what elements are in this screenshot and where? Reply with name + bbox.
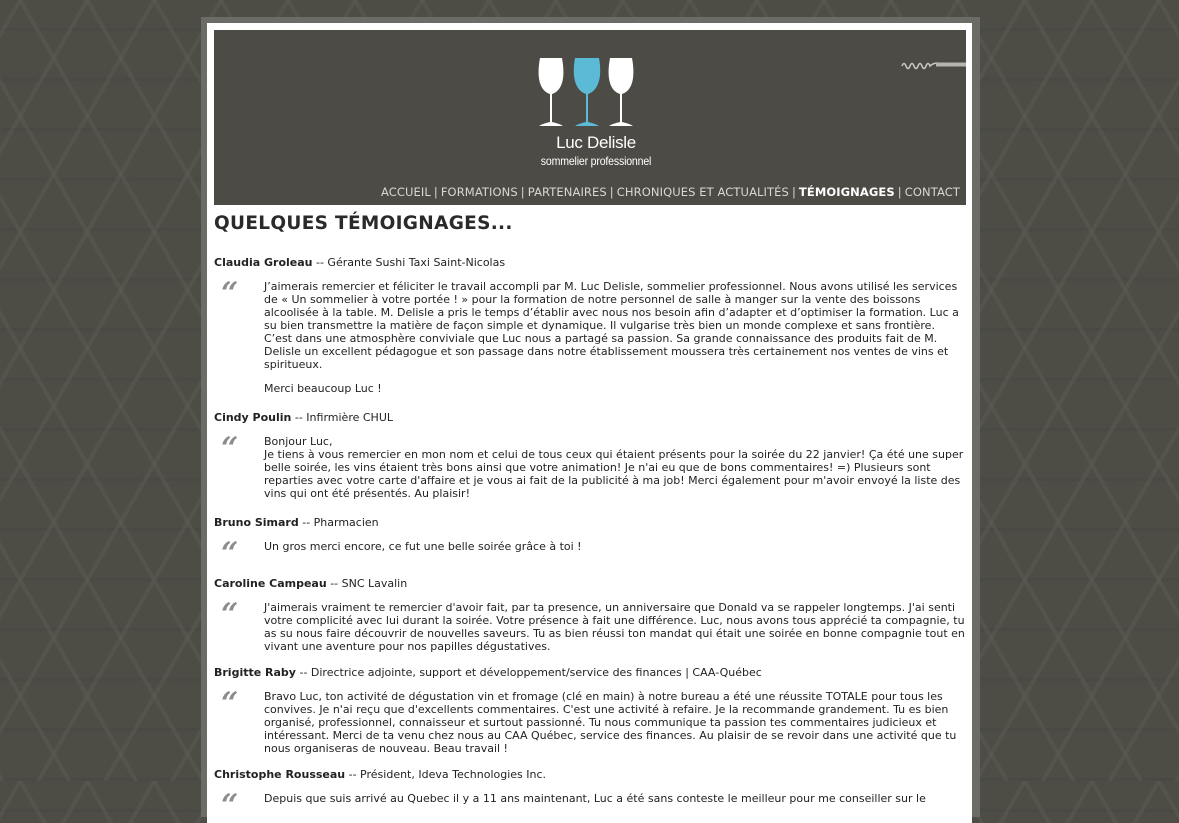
author-role: -- SNC Lavalin [330, 577, 408, 590]
nav-chroniques[interactable]: CHRONIQUES ET ACTUALITÉS [616, 185, 789, 199]
wine-glasses-icon [538, 58, 654, 128]
author-name: Christophe Rousseau [214, 768, 346, 781]
testimonial-author [214, 516, 966, 530]
testimonial-text: J’aimerais remercier et féliciter le travail accompli par M. Luc Delisle, sommelier professionnel. Nous avons utilisé les services de « Un sommelier à votre portée ! » pour la formation de notre personnel de salle à manger sur la vente des boissons alcoolisée à la table. M. Delisle a pris le temps d’établir avec nous nos besoin afin d’adapter et d’optimiser la formation. Luc a su bien transmettre la matière de façon simple et dynamique. Il vulgarise très bien un monde complexe et sans frontière. C’est dans une atmosphère conviviale que Luc nous a partagé sa passion. Sa grande connaissance des produits fait de M. Delisle un excellent pédagogue et son passage dans notre établissement moussera très certainement nos ventes de vins et spiritueux. [264, 280, 959, 371]
quote-icon: “ [221, 686, 239, 721]
author-role: -- Gérante Sushi Taxi Saint-Nicolas [316, 256, 506, 269]
quote-icon: “ [221, 276, 239, 311]
corkscrew-icon [900, 60, 966, 72]
testimonial-text: Bravo Luc, ton activité de dégustation vin et fromage (clé en main) à notre bureau a été une réussite TOTALE pour tous les convives. Je n'ai reçu que d'excellents commentaires. C'est une activité à refaire. Je la recommande grandement. Tu es bien organisé, professionnel, connaisseur et surtout passionné. Tu nous communique ta passion tes commentaires judicieux et intéressant. Merci de ta venu chez nous au CAA Québec, service des finances. Au plaisir de se revoir dans une activité que tu nous organiseras de nouveau. Beau travail ! [264, 690, 957, 755]
site-header [214, 30, 966, 205]
testimonial-quote [214, 431, 966, 500]
testimonial-quote [214, 788, 966, 823]
testimonial-text: Depuis que suis arrivé au Quebec il y a 11 ans maintenant, Luc a été sans conteste le meilleur pour me conseiller sur le [264, 792, 926, 805]
quote-icon: “ [221, 431, 239, 466]
author-name: Cindy Poulin [214, 411, 292, 424]
page-frame [201, 17, 980, 823]
quote-icon: “ [221, 536, 239, 571]
nav-temoignages[interactable]: TÉMOIGNAGES [798, 185, 895, 199]
nav-separator: | [520, 185, 525, 199]
testimonial-item [214, 666, 966, 755]
testimonial-item [214, 768, 966, 823]
testimonial-author [214, 577, 966, 591]
author-role: -- Président, Ideva Technologies Inc. [348, 768, 547, 781]
page-title: QUELQUES TÉMOIGNAGES... [214, 213, 513, 234]
testimonial-text: Un gros merci encore, ce fut une belle soirée grâce à toi ! [264, 540, 582, 553]
testimonial-text: Bonjour Luc, Je tiens à vous remercier en mon nom et celui de tous ceux qui étaient présents pour la soirée du 22 janvier! Ça été une super belle soirée, les vins étaient très bons ainsi que votre animation! Je n'ai eu que de bons commentaires! =) Plusieurs sont reparties avec votre carte d'affaire et je vous ai fait de la publicité à ma job! Merci également pour m'avoir envoyé la liste des vins qui ont été présentés. Au plaisir! [264, 435, 964, 500]
quote-icon: “ [221, 788, 239, 823]
brand-name: Luc Delisle [556, 133, 636, 152]
nav-separator: | [791, 185, 796, 199]
nav-contact[interactable]: CONTACT [904, 185, 960, 199]
author-role: -- Directrice adjointe, support et développement/service des finances | CAA-Québec [299, 666, 762, 679]
brand-tagline: sommelier professionnel [540, 154, 652, 168]
author-name: Brigitte Raby [214, 666, 296, 679]
site-logo[interactable] [534, 58, 658, 173]
testimonial-author [214, 768, 966, 782]
testimonial-item [214, 516, 966, 571]
testimonial-item [214, 256, 966, 395]
testimonial-author [214, 666, 966, 680]
author-name: Claudia Groleau [214, 256, 313, 269]
nav-separator: | [609, 185, 614, 199]
testimonial-item [214, 577, 966, 653]
author-name: Caroline Campeau [214, 577, 327, 590]
author-role: -- Infirmière CHUL [294, 411, 393, 424]
author-role: -- Pharmacien [302, 516, 379, 529]
testimonial-item [214, 411, 966, 500]
quote-icon: “ [221, 597, 239, 632]
wine-glass-middle-icon [574, 58, 600, 126]
main-content [214, 213, 966, 823]
nav-formations[interactable]: FORMATIONS [440, 185, 518, 199]
main-nav [381, 185, 960, 199]
testimonial-author [214, 256, 966, 270]
wine-glass-left-icon [539, 58, 564, 126]
nav-separator: | [433, 185, 438, 199]
testimonial-quote [214, 686, 966, 755]
testimonial-quote [214, 276, 966, 395]
nav-partenaires[interactable]: PARTENAIRES [527, 185, 607, 199]
nav-accueil[interactable]: ACCUEIL [380, 185, 431, 199]
testimonial-quote [214, 536, 966, 571]
testimonial-quote [214, 597, 966, 653]
nav-separator: | [897, 185, 902, 199]
testimonial-text: J'aimerais vraiment te remercier d'avoir fait, par ta presence, un anniversaire que Donald va se rappeler longtemps. J'ai senti votre complicité avec lui durant la soirée. Votre présence à fait une différence. Luc, nous avons tous apprécié ta compagnie, tu as su nous faire découvrir de nouvelles saveurs. Tu as bien réussi ton mandat qui était une soirée en bonne compagnie tout en vivant une aventure pour nos papilles dégustatives. [264, 601, 965, 653]
wine-glass-right-icon [609, 58, 634, 126]
page-container [207, 23, 972, 823]
author-name: Bruno Simard [214, 516, 299, 529]
testimonial-text: Merci beaucoup Luc ! [264, 382, 382, 395]
testimonial-author [214, 411, 966, 425]
